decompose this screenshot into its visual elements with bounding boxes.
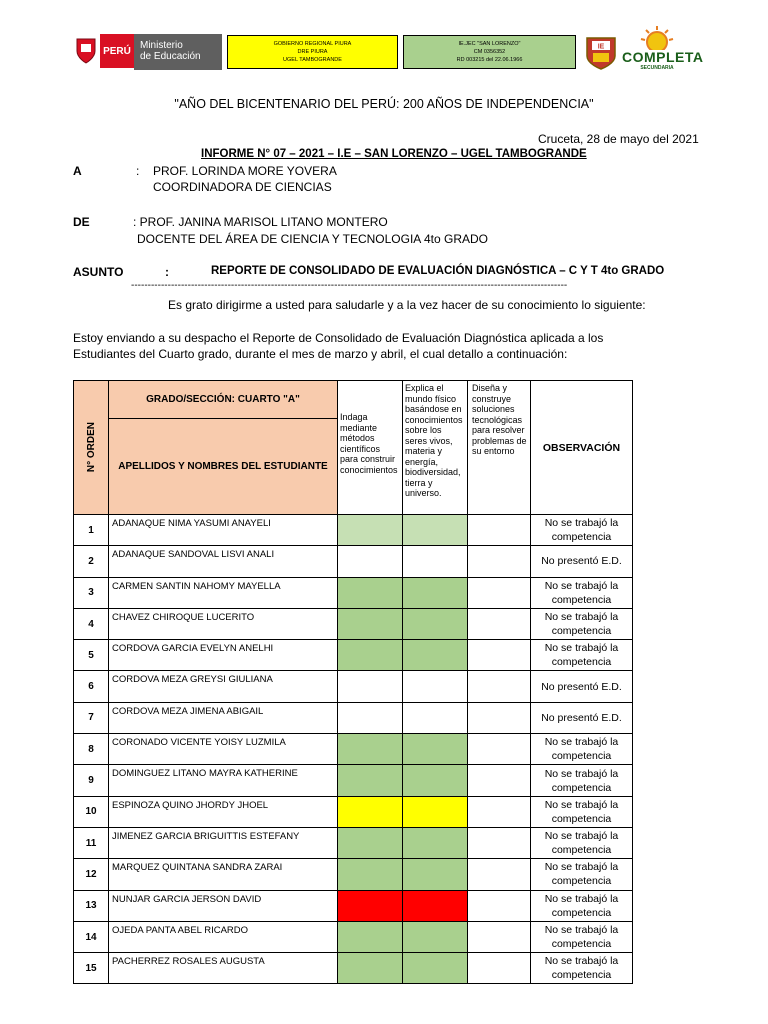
observation-header: OBSERVACIÓN	[531, 381, 633, 515]
competency-3-cell	[468, 921, 531, 952]
divider-line: -----------------------------------------------------------------------------------------------------------------------------------	[131, 280, 568, 291]
competency-2-cell	[403, 515, 468, 546]
competency-1-header: Indaga mediante métodos científicos para construir conocimientos	[338, 381, 403, 515]
table-row	[74, 702, 633, 733]
competency-1-cell	[338, 577, 403, 608]
observation-cell: No se trabajó la competencia	[531, 515, 633, 546]
observation-cell: No se trabajó la competencia	[531, 827, 633, 858]
competency-3-cell	[468, 546, 531, 577]
row-number: 5	[74, 640, 109, 671]
report-title: INFORME N° 07 – 2021 – I.E – SAN LORENZO – UGEL TAMBOGRANDE	[201, 148, 587, 160]
table-row	[74, 577, 633, 608]
competency-3-cell	[468, 734, 531, 765]
table-row	[74, 546, 633, 577]
student-name: NUNJAR GARCIA JERSON DAVID	[109, 890, 338, 921]
body-line-1: Estoy enviando a su despacho el Reporte de Consolidado de Evaluación Diagnóstica aplicada a los	[73, 331, 604, 345]
row-number: 8	[74, 734, 109, 765]
minedu-logo	[72, 34, 222, 70]
competency-1-cell	[338, 890, 403, 921]
evaluation-table	[73, 380, 633, 984]
subject-label: ASUNTO	[73, 265, 124, 279]
competency-3-cell	[468, 640, 531, 671]
school-line-2: CM 0356352	[473, 49, 506, 55]
row-number: 15	[74, 953, 109, 984]
jec-logo	[622, 24, 704, 71]
subject-separator: :	[165, 265, 169, 279]
competency-3-cell	[468, 515, 531, 546]
school-box	[403, 35, 576, 69]
competency-2-cell	[403, 702, 468, 733]
observation-cell: No se trabajó la competencia	[531, 640, 633, 671]
competency-3-header: Diseña y construye soluciones tecnológicas para resolver problemas de su entorno	[468, 381, 531, 515]
competency-3-cell	[468, 608, 531, 639]
competency-1-cell	[338, 515, 403, 546]
competency-2-cell	[403, 577, 468, 608]
jec-logo-sub: SECUNDARIA	[640, 65, 674, 71]
order-header	[74, 381, 109, 515]
school-line-3: RD 003215 del 22.06.1966	[456, 57, 523, 63]
student-name: JIMENEZ GARCIA BRIGUITTIS ESTEFANY	[109, 827, 338, 858]
table-row	[74, 671, 633, 702]
competency-1-cell	[338, 671, 403, 702]
competency-3-cell	[468, 827, 531, 858]
greeting: Es grato dirigirme a usted para saludarle y a la vez hacer de su conocimiento lo siguiente:	[168, 298, 646, 312]
student-name: ADANAQUE SANDOVAL LISVI ANALI	[109, 546, 338, 577]
student-name: CORDOVA MEZA GREYSI GIULIANA	[109, 671, 338, 702]
jec-logo-text: COMPLETA	[622, 49, 704, 65]
competency-2-cell	[403, 921, 468, 952]
competency-1-cell	[338, 953, 403, 984]
observation-cell: No se trabajó la competencia	[531, 859, 633, 890]
student-name: DOMINGUEZ LITANO MAYRA KATHERINE	[109, 765, 338, 796]
student-name: CORONADO VICENTE YOISY LUZMILA	[109, 734, 338, 765]
student-name: CORDOVA MEZA JIMENA ABIGAIL	[109, 702, 338, 733]
row-number: 3	[74, 577, 109, 608]
regional-line-3: UGEL TAMBOGRANDE	[283, 57, 342, 63]
subject-text: REPORTE DE CONSOLIDADO DE EVALUACIÓN DIAGNÓSTICA – C Y T 4to GRADO	[211, 265, 665, 277]
observation-cell: No presentó E.D.	[531, 671, 633, 702]
regional-line-1: GOBIERNO REGIONAL PIURA	[273, 41, 352, 47]
student-names-header: APELLIDOS Y NOMBRES DEL ESTUDIANTE	[109, 419, 338, 515]
from-label: DE	[73, 215, 90, 229]
table-row	[74, 608, 633, 639]
table-row	[74, 921, 633, 952]
to-separator: :	[136, 164, 140, 178]
school-crest-text: IE	[597, 43, 605, 51]
observation-cell: No se trabajó la competencia	[531, 577, 633, 608]
observation-cell: No se trabajó la competencia	[531, 734, 633, 765]
observation-cell: No se trabajó la competencia	[531, 953, 633, 984]
row-number: 2	[74, 546, 109, 577]
row-number: 12	[74, 859, 109, 890]
to-label: A	[73, 164, 82, 178]
competency-3-cell	[468, 702, 531, 733]
competency-1-cell	[338, 765, 403, 796]
competency-1-cell	[338, 546, 403, 577]
student-name: CORDOVA GARCIA EVELYN ANELHI	[109, 640, 338, 671]
observation-cell: No se trabajó la competencia	[531, 796, 633, 827]
competency-2-cell	[403, 890, 468, 921]
observation-cell: No presentó E.D.	[531, 546, 633, 577]
table-row	[74, 859, 633, 890]
competency-3-cell	[468, 765, 531, 796]
competency-2-cell	[403, 546, 468, 577]
to-role: COORDINADORA DE CIENCIAS	[153, 180, 332, 194]
regional-line-2: DRE PIURA	[297, 49, 328, 55]
competency-1-cell	[338, 827, 403, 858]
competency-2-cell	[403, 827, 468, 858]
table-row	[74, 515, 633, 546]
peru-shield-icon	[72, 34, 100, 68]
table-row	[74, 890, 633, 921]
ministry-line-2: de Educación	[140, 51, 201, 62]
row-number: 4	[74, 608, 109, 639]
competency-2-cell	[403, 765, 468, 796]
date: Cruceta, 28 de mayo del 2021	[538, 132, 699, 146]
row-number: 1	[74, 515, 109, 546]
table-row	[74, 765, 633, 796]
student-name: MARQUEZ QUINTANA SANDRA ZARAI	[109, 859, 338, 890]
row-number: 7	[74, 702, 109, 733]
observation-cell: No se trabajó la competencia	[531, 921, 633, 952]
student-name: ESPINOZA QUINO JHORDY JHOEL	[109, 796, 338, 827]
row-number: 14	[74, 921, 109, 952]
competency-3-cell	[468, 671, 531, 702]
student-name: CARMEN SANTIN NAHOMY MAYELLA	[109, 577, 338, 608]
competency-2-cell	[403, 859, 468, 890]
to-name: PROF. LORINDA MORE YOVERA	[153, 164, 337, 178]
competency-2-cell	[403, 608, 468, 639]
body-line-2: Estudiantes del Cuarto grado, durante el mes de marzo y abril, el cual detallo a continuación:	[73, 347, 568, 361]
competency-1-cell	[338, 640, 403, 671]
competency-3-cell	[468, 577, 531, 608]
from-role: DOCENTE DEL ÁREA DE CIENCIA Y TECNOLOGIA 4to GRADO	[137, 232, 488, 246]
competency-3-cell	[468, 890, 531, 921]
sun-icon	[622, 24, 692, 50]
competency-1-cell	[338, 859, 403, 890]
order-header-label: N° ORDEN	[85, 422, 97, 473]
student-name: CHAVEZ CHIROQUE LUCERITO	[109, 608, 338, 639]
table-row	[74, 953, 633, 984]
from-name: : PROF. JANINA MARISOL LITANO MONTERO	[133, 215, 388, 229]
observation-cell: No se trabajó la competencia	[531, 608, 633, 639]
student-name: ADANAQUE NIMA YASUMI ANAYELI	[109, 515, 338, 546]
competency-2-header: Explica el mundo físico basándose en conocimientos sobre los seres vivos, materia y energía, biodiversidad, tierra y universo.	[403, 381, 468, 515]
ministry-line-1: Ministerio	[140, 40, 183, 51]
regional-box	[227, 35, 398, 69]
competency-3-cell	[468, 859, 531, 890]
competency-2-cell	[403, 953, 468, 984]
competency-2-cell	[403, 734, 468, 765]
row-number: 6	[74, 671, 109, 702]
competency-3-cell	[468, 796, 531, 827]
row-number: 10	[74, 796, 109, 827]
competency-1-cell	[338, 702, 403, 733]
table-row	[74, 734, 633, 765]
year-motto: "AÑO DEL BICENTENARIO DEL PERÚ: 200 AÑOS DE INDEPENDENCIA"	[174, 97, 594, 111]
competency-2-cell	[403, 796, 468, 827]
competency-3-cell	[468, 953, 531, 984]
peru-label: PERÚ	[100, 34, 134, 68]
observation-cell: No se trabajó la competencia	[531, 765, 633, 796]
school-line-1: IE.JEC "SAN LORENZO"	[458, 41, 521, 47]
school-crest-icon	[585, 36, 617, 70]
student-name: OJEDA PANTA ABEL RICARDO	[109, 921, 338, 952]
table-row	[74, 827, 633, 858]
competency-1-cell	[338, 734, 403, 765]
competency-2-cell	[403, 640, 468, 671]
row-number: 9	[74, 765, 109, 796]
table-row	[74, 640, 633, 671]
observation-cell: No presentó E.D.	[531, 702, 633, 733]
competency-1-cell	[338, 796, 403, 827]
student-name: PACHERREZ ROSALES AUGUSTA	[109, 953, 338, 984]
row-number: 13	[74, 890, 109, 921]
competency-1-cell	[338, 608, 403, 639]
competency-2-cell	[403, 671, 468, 702]
grade-section-header: GRADO/SECCIÓN: CUARTO "A"	[109, 381, 338, 419]
ministry-label	[134, 34, 222, 70]
table-row	[74, 796, 633, 827]
row-number: 11	[74, 827, 109, 858]
competency-1-cell	[338, 921, 403, 952]
observation-cell: No se trabajó la competencia	[531, 890, 633, 921]
